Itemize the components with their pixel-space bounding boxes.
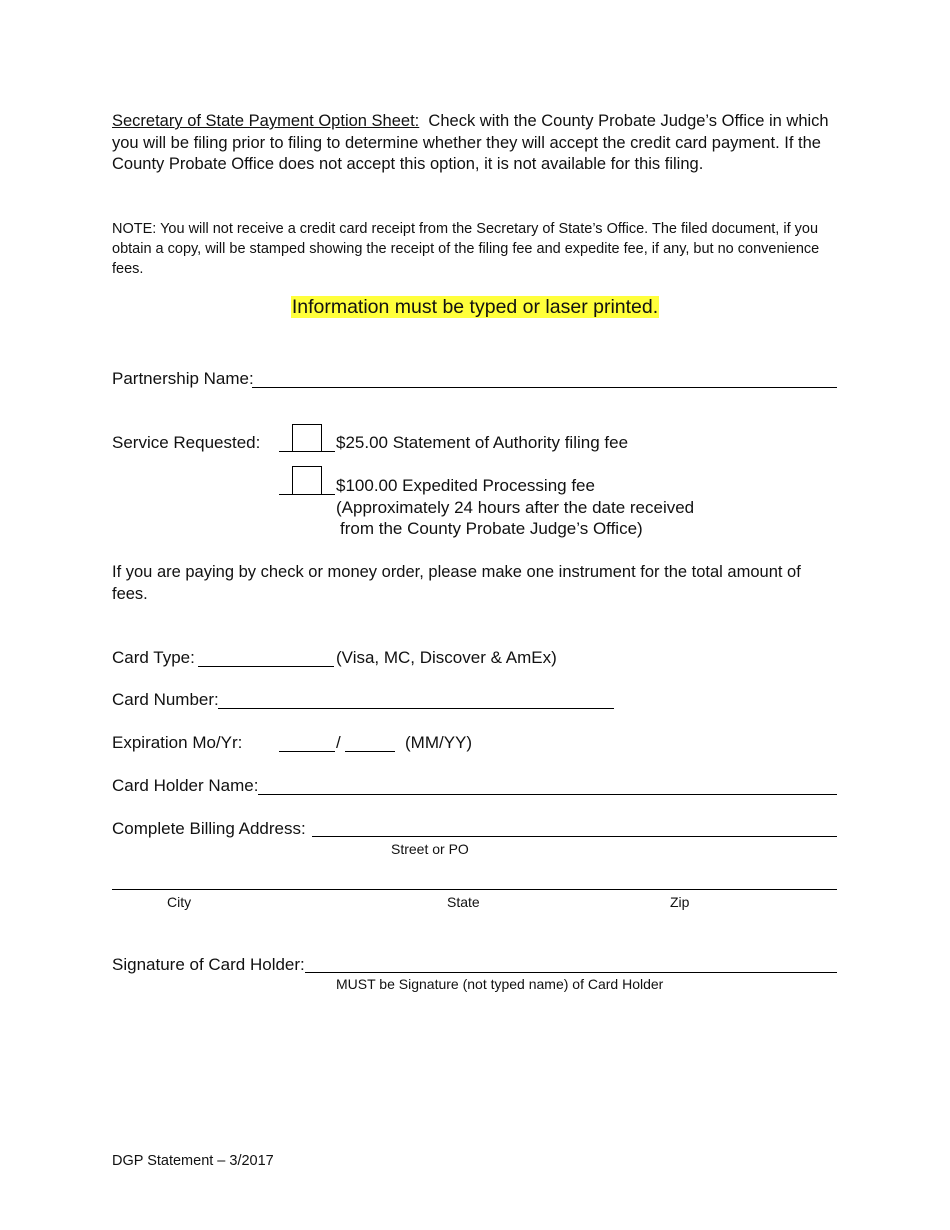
signature-field[interactable] bbox=[305, 972, 837, 973]
footer-form-id: DGP Statement – 3/2017 bbox=[112, 1153, 274, 1169]
statement-fee-option: $25.00 Statement of Authority filing fee bbox=[336, 433, 629, 452]
expiration-month-field[interactable] bbox=[279, 751, 335, 752]
billing-street-field[interactable] bbox=[312, 836, 837, 837]
card-type-hint: (Visa, MC, Discover & AmEx) bbox=[336, 648, 557, 667]
intro-text: Check with the County Probate Judge’s Office in which you will be filing prior to filing to determine whether they will accept the credit card payment. If the County Probate Office does not accept this option, it is not available for this filing. bbox=[112, 112, 829, 173]
expedited-fee-option: $100.00 Expedited Processing fee bbox=[336, 476, 595, 495]
partnership-name-field[interactable] bbox=[252, 387, 837, 388]
zip-caption: Zip bbox=[670, 894, 690, 910]
billing-city-state-zip-field[interactable] bbox=[112, 889, 837, 890]
billing-address-label: Complete Billing Address: bbox=[112, 819, 306, 838]
signature-caption: MUST be Signature (not typed name) of Card Holder bbox=[336, 976, 664, 992]
statement-fee-checkbox-underline bbox=[279, 451, 335, 452]
expedited-fee-checkbox-underline bbox=[279, 494, 335, 495]
expedited-fee-checkbox[interactable] bbox=[292, 466, 322, 494]
note-paragraph: NOTE: You will not receive a credit card receipt from the Secretary of State’s Office. The filed document, if you obtain a copy, will be stamped showing the receipt of the filing fee and expedite fee, if any, but no convenience fees. bbox=[112, 221, 820, 277]
highlight-text: Information must be typed or laser printed. bbox=[291, 296, 659, 318]
check-payment-instructions: If you are paying by check or money order, please make one instrument for the total amount of fees. bbox=[112, 563, 801, 603]
card-type-label: Card Type: bbox=[112, 648, 195, 667]
card-number-field[interactable] bbox=[218, 708, 614, 709]
card-number-label: Card Number: bbox=[112, 690, 219, 709]
highlight-notice bbox=[0, 296, 950, 319]
partnership-name-label: Partnership Name: bbox=[112, 369, 254, 388]
card-holder-name-label: Card Holder Name: bbox=[112, 776, 259, 795]
street-caption: Street or PO bbox=[391, 841, 469, 857]
expiration-label: Expiration Mo/Yr: bbox=[112, 733, 243, 752]
expedited-fee-note-2: from the County Probate Judge’s Office) bbox=[340, 519, 643, 538]
service-requested-label: Service Requested: bbox=[112, 433, 261, 452]
city-caption: City bbox=[167, 894, 192, 910]
card-type-field[interactable] bbox=[198, 666, 334, 667]
intro-paragraph bbox=[112, 111, 832, 176]
card-holder-name-field[interactable] bbox=[258, 794, 837, 795]
expedited-fee-note-1: (Approximately 24 hours after the date received bbox=[336, 498, 695, 517]
state-caption: State bbox=[447, 894, 480, 910]
signature-label: Signature of Card Holder: bbox=[112, 955, 305, 974]
intro-title: Secretary of State Payment Option Sheet: bbox=[112, 112, 420, 130]
expiration-year-field[interactable] bbox=[345, 751, 395, 752]
statement-fee-checkbox[interactable] bbox=[292, 424, 322, 452]
expiration-separator: / bbox=[336, 733, 341, 752]
expiration-hint: (MM/YY) bbox=[405, 733, 473, 752]
